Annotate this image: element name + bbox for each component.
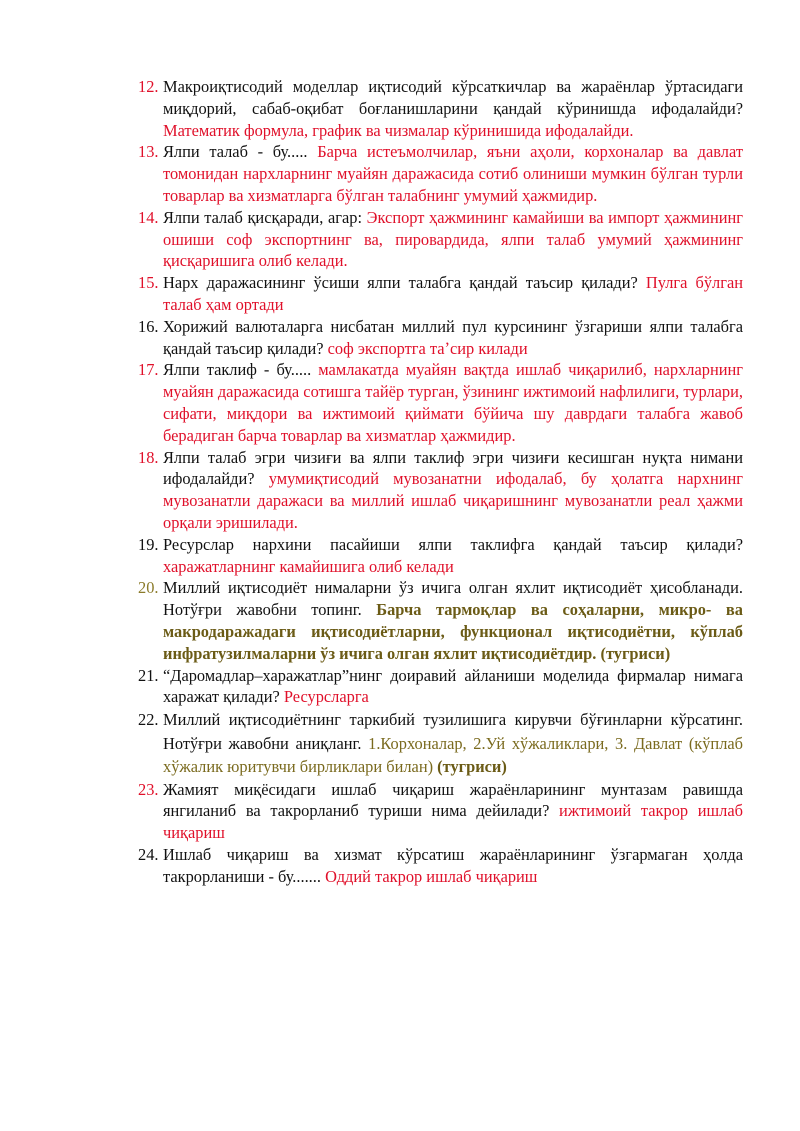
list-item-20 [138, 577, 743, 664]
item-number: 18. [138, 447, 159, 467]
answer-text: Пулга бўлган талаб ҳам ортади [163, 273, 743, 314]
question-text: Хорижий валюталарга нисбатан миллий пул курсининг ўзгариши ялпи талабга қандай таъсир қилади? [163, 316, 743, 358]
item-number: 23. [138, 779, 159, 799]
list-item-21 [138, 665, 743, 709]
question-text: Нарх даражасининг ўсиши ялпи талабга қандай таъсир қилади? [163, 273, 638, 293]
list-item-22 [138, 708, 743, 779]
list-item-12 [138, 76, 743, 141]
answer-text: Барча истеъмолчилар, яъни аҳоли, корхоналар ва давлат томонидан нархларнинг муайян даражасида сотиб олиниши мумкин бўлган турли товарлар ва хизматларга бўлган талабнинг умумий ҳажмидир. [163, 142, 743, 205]
item-number: 15. [138, 273, 159, 293]
question-text: Ресурслар нархини пасайиши ялпи таклифга қандай таъсир қилади? [163, 534, 743, 554]
list-item-23 [138, 779, 743, 844]
list-item-16 [138, 316, 743, 360]
list-item-19 [138, 534, 743, 578]
question-list [138, 76, 743, 888]
answer-text: мамлакатда муайян вақтда ишлаб чиқарилиб, нархларнинг муайян даражасида сотишга тайёр турган, ўзининг ижтимоий нафлилиги, турлари, сифати, миқдори ва ижтимоий қиймати бўйича шу даврдаги талабга жавоб берадиган барча товарлар ва хизматлар ҳажмидир. [163, 360, 743, 445]
list-item-24 [138, 844, 743, 888]
answer-text: Оддий такрор ишлаб чиқариш [325, 866, 538, 886]
list-item-13 [138, 141, 743, 206]
answer-text: Ресурсларга [283, 687, 369, 707]
question-text: Макроиқтисодий моделлар иқтисодий кўрсаткичлар ва жараёнлар ўртасидаги миқдорий, сабаб-оқибат боғланишларини қандай кўринишда ифодалайди? [163, 77, 743, 118]
question-text: Ялпи талаб эгри чизиғи ва ялпи таклиф эгри чизиғи кесишган нуқта нимани ифодалайди? [163, 447, 743, 489]
answer-text: ижтимоий такрор ишлаб чиқариш [163, 801, 743, 843]
item-number: 12. [138, 77, 159, 96]
question-text: “Даромадлар–харажатлар”нинг доиравий айланиши моделида фирмалар нимага харажат қилади? [163, 665, 743, 707]
item-number: 21. [138, 665, 159, 685]
list-item-15 [138, 272, 743, 316]
list-item-17 [138, 359, 743, 446]
item-number: 24. [138, 845, 159, 864]
item-number: 19. [138, 534, 159, 554]
question-text: Миллий иқтисодиёт нималарни ўз ичига олган яхлит иқтисодиёт ҳисобланади. Нотўғри жавобни топинг. [163, 578, 743, 620]
item-number: 13. [138, 142, 159, 162]
answer-text: соф экспортга таʼсир килади [327, 338, 528, 358]
list-item-18 [138, 447, 743, 534]
question-text: Ялпи таклиф - бу..... [163, 360, 312, 380]
item-number: 14. [138, 207, 159, 227]
question-text: Ялпи талаб - бу..... [163, 142, 308, 162]
answer-text: 1.Корхоналар, 2.Уй хўжаликлари, 3. Давлат (кўплаб хўжалик юритувчи бирликлари билан) [163, 733, 744, 777]
answer-text: Экспорт ҳажмининг камайиши ва импорт ҳажмининг ошиши соф экспортнинг ва, пировардида, ялпи талаб умумий ҳажмининг қисқаришига олиб келади. [163, 207, 743, 271]
item-number: 17. [138, 360, 159, 380]
item-number: 16. [138, 316, 159, 336]
answer-text: Барча тармоқлар ва соҳаларни, микро- ва макродаражадаги иқтисодиётларни, функционал иқтисодиётни, кўплаб инфратузилмаларни ўз ичига олган яхлит иқтисодиётдир. (тугриси) [163, 600, 743, 663]
answer-correct-mark: (тугриси) [437, 757, 507, 777]
item-number: 22. [138, 710, 159, 730]
question-text: Жамият миқёсидаги ишлаб чиқариш жараёнларининг мунтазам равишда янгиланиб ва такрорланиб туриши нима дейилади? [163, 779, 743, 821]
item-number: 20. [138, 578, 159, 598]
question-text: Ялпи талаб қисқаради, агар: [163, 207, 363, 227]
answer-text: харажатларнинг камайишига олиб келади [163, 556, 454, 576]
list-item-14 [138, 207, 743, 272]
question-text: Ишлаб чиқариш ва хизмат кўрсатиш жараёнларининг ўзгармаган ҳолда такрорланиши - бу....... [163, 845, 743, 886]
answer-text: Математик формула, график ва чизмалар кўринишида ифодалайди. [163, 120, 634, 140]
question-text: Миллий иқтисодиётнинг таркибий тузилишига кирувчи бўғинларни кўрсатинг. Нотўғри жавобни аниқланг. [163, 710, 743, 753]
answer-text: умумиқтисодий мувозанатни ифодалаб, бу ҳолатга нархнинг мувозанатли даражаси ва миллий ишлаб чиқаришнинг мувозанатли реал ҳажми орқали эришилади. [163, 469, 743, 532]
